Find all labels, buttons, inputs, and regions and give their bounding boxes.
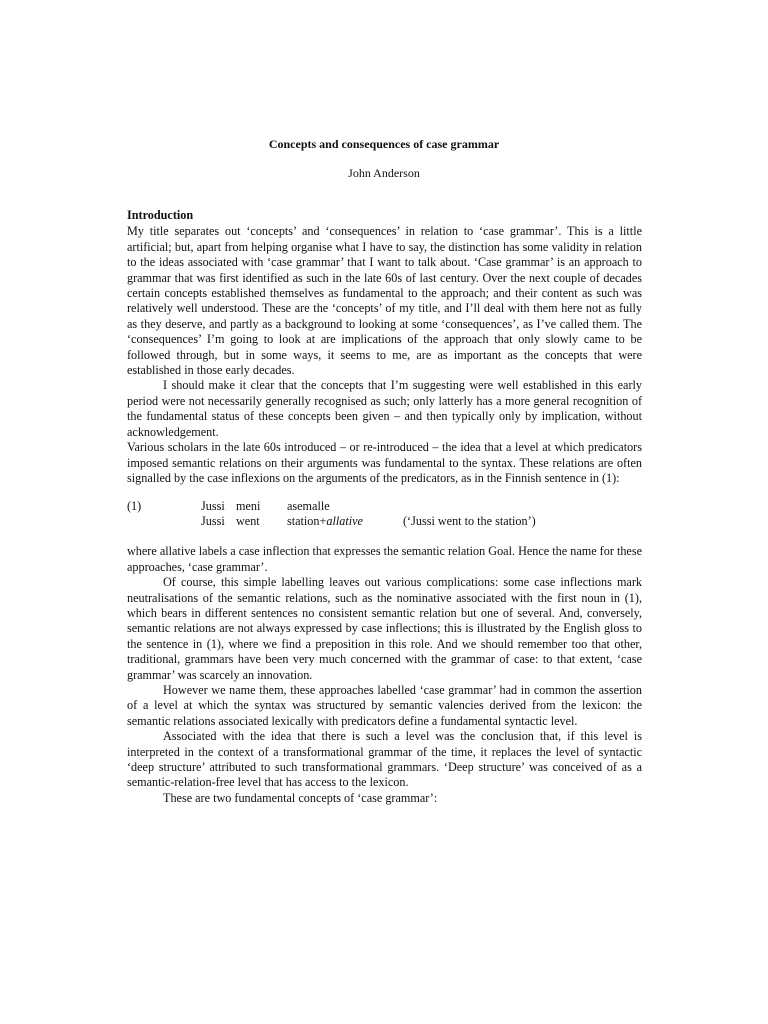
document-title: Concepts and consequences of case grammar (268, 137, 500, 151)
paragraph-1: My title separates out ‘concepts’ and ‘consequences’ in relation to ‘case grammar’. This is a little artificial; but, apart from helping organise what I have to say, the distinction has some validity in relation to the ideas associated with ‘case grammar’ that I want to talk about. ‘Case grammar’ is an approach to grammar that was first identified as such in the late 60s of last century. Over the next couple of decades certain concepts established themselves as fundamental to the approach; and their content as such was relatively well understood. These are the ‘concepts’ of my title, and I’ll deal with them here not as fully as they deserve, and partly as a background to looking at some ‘consequences’, as I’ve called them. The ‘consequences’ I’m going to look at are implications of the approach that only slowly came to be followed through, but in some ways, it seems to me, are as important as the concepts that were established in those early decades. (127, 224, 642, 378)
paragraph-6: However we name them, these approaches labelled ‘case grammar’ had in common the assertion of a level at which the syntax was structured by semantic valencies derived from the lexicon: the semantic relations associated lexically with predicators define a fundamental syntactic level. (127, 682, 642, 728)
paragraph-5: Of course, this simple labelling leaves out various complications: some case inflections mark neutralisations of the semantic relations, such as the nominative associated with the first noun in (1), which bears in different sentences no consistent semantic relation but one of several. And, conversely, semantic relations are not always expressed by case inflections; this is illustrated by the English gloss to the sentence in (1), where we find a preposition in this role. And we should remember too that other, traditional, grammars have been very much concerned with the grammar of case: to that extent, ‘case grammar’ was scarcely an innovation. (127, 575, 642, 682)
example-word: meni (236, 499, 261, 514)
example-translation: (‘Jussi went to the station’) (403, 514, 536, 529)
section-heading-introduction: Introduction (127, 208, 194, 222)
document-body (127, 208, 642, 806)
document-author: John Anderson (348, 166, 420, 180)
paragraph-8: These are two fundamental concepts of ‘case grammar’: (163, 790, 438, 805)
example-1 (127, 499, 642, 529)
example-word: Jussi (201, 499, 225, 514)
example-word: asemalle (287, 499, 330, 514)
example-line-2 (127, 514, 642, 529)
gloss-word: Jussi (201, 514, 225, 529)
gloss-word-with-case (287, 514, 363, 529)
example-line-1 (127, 499, 642, 514)
gloss-stem: station+ (287, 514, 327, 529)
example-number: (1) (127, 499, 142, 514)
paragraph-3: Various scholars in the late 60s introduced – or re-introduced – the idea that a level at which predicators imposed semantic relations on their arguments was fundamental to the syntax. These relations are often signalled by the case inflexions on the arguments of the predicators, as in the Finnish sentence in (1): (127, 440, 642, 485)
gloss-word: went (236, 514, 260, 529)
paragraph-2: I should make it clear that the concepts that I’m suggesting were well established in this early period were not necessarily generally recognised as such; only latterly has a more general recognition of the fundamental status of these concepts been given – and then typically only by implication, without acknowledgement. (127, 378, 642, 439)
gloss-case-label: allative (326, 514, 363, 529)
paragraph-7: Associated with the idea that there is such a level was the conclusion that, if this level is interpreted in the context of a transformational grammar of the time, it replaces the level of syntactic ‘deep structure’ attributed to such transformational grammars. ‘Deep structure’ was conceived of as a semantic-relation-free level that has access to the lexicon. (127, 729, 642, 790)
paragraph-4: where allative labels a case inflection that expresses the semantic relation Goal. Hence the name for these approaches, ‘case grammar’. (127, 544, 642, 574)
